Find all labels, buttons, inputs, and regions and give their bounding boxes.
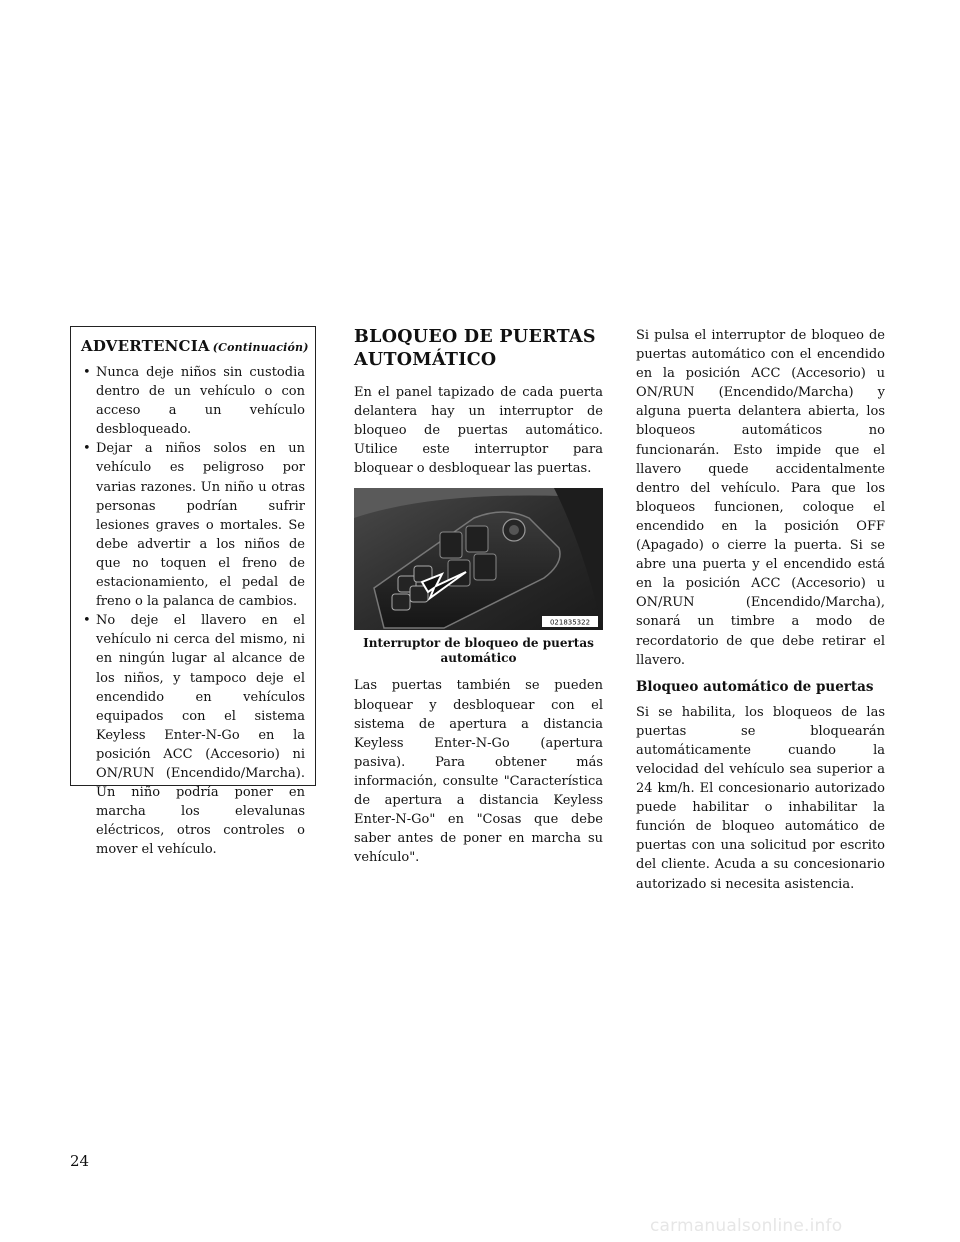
section-title: BLOQUEO DE PUERTAS AUTOMÁTICO (354, 327, 596, 370)
warning-list (81, 363, 305, 859)
door-lock-switch-photo (354, 488, 603, 630)
warning-item: • Nunca deje niños sin custodia dentro de un vehículo o con acceso a un vehículo desbloqueado. (81, 363, 305, 439)
figure-caption: Interruptor de bloqueo de puertas automático (363, 636, 594, 666)
subsection-title: Bloqueo automático de puertas (636, 678, 874, 695)
column-right (636, 326, 885, 894)
warning-title: ADVERTENCIA (81, 337, 210, 355)
intro-paragraph: En el panel tapizado de cada puerta delantera hay un interruptor de bloqueo de puertas automático. Utilice este interruptor para bloquear o desbloquear las puertas. (354, 385, 603, 477)
warning-item: • No deje el llavero en el vehículo ni cerca del mismo, ni en ningún lugar al alcance de los niños, y tampoco deje el encendido en vehículos equipados con el sistema Keyless Enter-N-Go en la posición ACC (Accesorio) ni ON/RUN (Encendido/Marcha). Un niño podría poner en marcha los elevalunas eléctricos, otros controles o mover el vehículo. (81, 611, 305, 859)
figure-code: 021835322 (549, 618, 591, 627)
ignition-paragraph: Si pulsa el interruptor de bloqueo de puertas automático con el encendido en la posición ACC (Accesorio) u ON/RUN (Encendido/Marcha) y alguna puerta delantera abierta, los bloqueos automáticos no funcionarán. Esto impide que el llavero quede accidentalmente dentro del vehículo. Para que los bloqueos funcionen, coloque el encendido en la posición OFF (Apagado) o cierre la puerta. Si se abre una puerta y el encendido está en la posición ACC (Accesorio) u ON/RUN (Encendido/Marcha), sonará un timbre a modo de recordatorio de que debe retirar el llavero. (636, 328, 885, 668)
page-number: 24 (70, 1152, 90, 1170)
auto-lock-paragraph: Si se habilita, los bloqueos de las puertas se bloquearán automáticamente cuando la velocidad del vehículo sea superior a 24 km/h. El concesionario autorizado puede habilitar o inhabilitar la función de bloqueo automático de puertas con una solicitud por escrito del cliente. Acuda a su concesionario autorizado si necesita asistencia. (636, 704, 885, 892)
keyless-paragraph: Las puertas también se pueden bloquear y desbloquear con el sistema de apertura a distancia Keyless Enter-N-Go (apertura pasiva). Para obtener más información, consulte "Característica de apertura a distancia Keyless Enter-N-Go" en "Cosas que debe saber antes de poner en marcha su vehículo". (354, 678, 603, 866)
warning-item: • Dejar a niños solos en un vehículo es peligroso por varias razones. Un niño u otras personas podrían sufrir lesiones graves o mortales. Se debe advertir a los niños de que no toquen el freno de estacionamiento, el pedal de freno o la palanca de cambios. (81, 439, 305, 611)
warning-continued: (Continuación) (212, 341, 309, 354)
warning-box (70, 326, 316, 858)
watermark: carmanualsonline.info (650, 1216, 843, 1236)
column-middle (354, 326, 603, 867)
door-panel-illustration (354, 488, 603, 630)
warning-heading (81, 337, 309, 355)
